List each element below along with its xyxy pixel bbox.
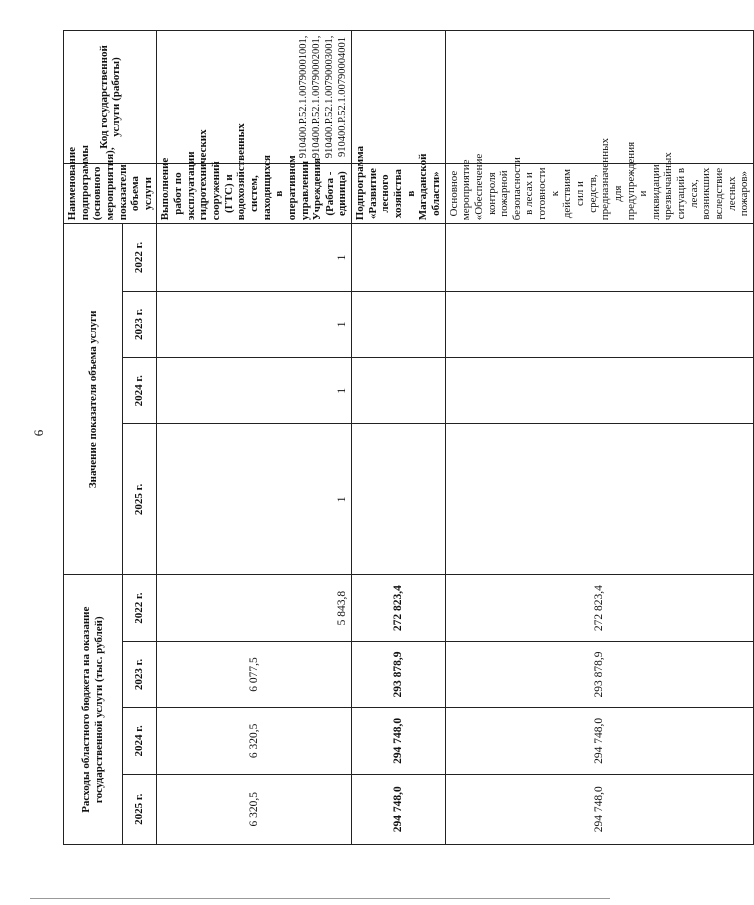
volume-2023 [445,291,753,357]
volume-2025: 1 [157,424,352,575]
volume-year-2025: 2025 г. [123,424,157,575]
volume-year-2022: 2022 г. [123,224,157,291]
expense-year-2023: 2023 г. [123,641,157,707]
volume-2024 [352,358,445,424]
expense-2022: 272 823,4 [352,575,445,641]
expense-2023: 293 878,9 [352,641,445,707]
row-name: Подпрограмма «Развитие лесного хозяйства в Магаданской области» [352,163,445,223]
table-row [445,31,753,845]
volume-2022: 1 [157,224,352,291]
expense-2022: 5 843,8 [157,575,352,641]
expense-2024: 6 320,5 [157,708,352,774]
expense-year-2025: 2025 г. [123,774,157,844]
header-name: Наименование подпрограммы (основного мероприятия), показатели объема услуги [64,163,157,223]
header-expense-group: Расходы областного бюджета на оказание государственной услуги (тыс. рублей) [64,575,123,845]
expense-2022: 272 823,4 [445,575,753,641]
expense-2025: 294 748,0 [352,774,445,844]
volume-year-2024: 2024 г. [123,358,157,424]
table-row [157,31,352,845]
volume-2022 [352,224,445,291]
expense-year-2024: 2024 г. [123,708,157,774]
bottom-rule [30,898,610,899]
expense-2024: 294 748,0 [445,708,753,774]
header-volume-group: Значение показателя объема услуги [64,224,123,575]
row-code [352,31,445,164]
header-code: Код государственной услуги (работы) [64,31,157,164]
row-code: 910400.Р.52.1.00790001001, 910400.Р.52.1.00790002001, 910400.Р.52.1.00790003001, 910400.Р.52.1.00790004001 [157,31,352,164]
services-table [63,30,754,845]
volume-2025 [352,424,445,575]
header-row-groups [64,31,123,845]
expense-2023: 293 878,9 [445,641,753,707]
volume-2024 [445,358,753,424]
volume-2023: 1 [157,291,352,357]
expense-2025: 294 748,0 [445,774,753,844]
expense-2023: 6 077,5 [157,641,352,707]
row-name: Основное мероприятие «Обеспечение контроля пожарной безопасности в лесах и готовности к действиям сил и средств, предназначенных для предупреждения и ликвидации чрезвычайных ситуаций в лесах, возникших вследствие лесных пожаров» [445,163,753,223]
volume-year-2023: 2023 г. [123,291,157,357]
expense-year-2022: 2022 г. [123,575,157,641]
table-row [352,31,445,845]
volume-2022 [445,224,753,291]
volume-2023 [352,291,445,357]
row-name: Выполнение работ по эксплуатации гидротехнических сооружений (ГТС) и водохозяйственных систем, находящихся в оперативном управлении Учреждения (Работа - единица) [157,163,352,223]
volume-2024: 1 [157,358,352,424]
rotated-table-container [63,30,751,845]
expense-2024: 294 748,0 [352,708,445,774]
volume-2025 [445,424,753,575]
expense-2025: 6 320,5 [157,774,352,844]
page-number: 6 [31,429,46,437]
